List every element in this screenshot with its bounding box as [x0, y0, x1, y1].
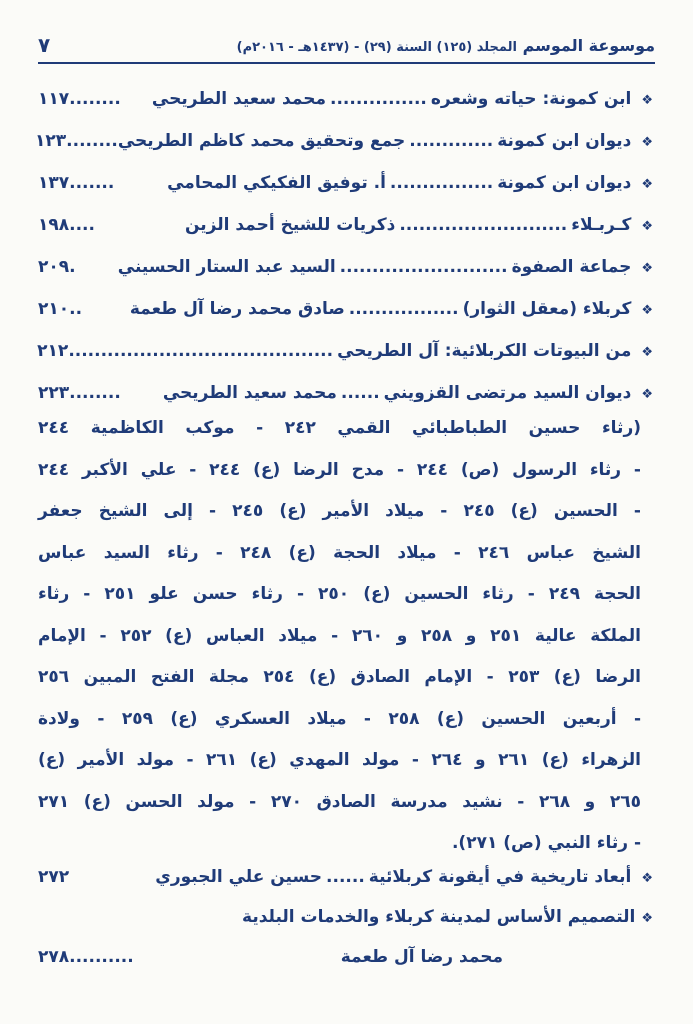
- toc-entry: ❖ ديوان ابن كمونة ............. جمع وتحقيق محمد كاظم الطريحي ........ ١٢٣: [38, 120, 653, 162]
- entry-author: محمد رضا آل طعمة: [340, 947, 503, 967]
- entry-title: التصميم الأساس لمدينة كربلاء والخدمات البلدية: [242, 907, 636, 927]
- page-number: ٧: [38, 33, 51, 57]
- entry-author: ذكريات للشيخ أحمد الزين: [184, 215, 396, 235]
- journal-title: [237, 36, 655, 55]
- bullet-icon: ❖: [641, 177, 653, 192]
- toc-entry: ❖ ابن كمونة: حياته وشعره ............... محمد سعيد الطريحي ........ ١١٧: [38, 78, 653, 120]
- entry-title: ابن كمونة: حياته وشعره: [430, 89, 632, 109]
- toc-entry: ❖ من البيوتات الكربلائية: آل الطريحي ......................................... ٢١٢: [38, 330, 653, 372]
- paragraph-line: (رثاء حسين الطباطبائي القمي ٢٤٢ - موكب الكاظمية ٢٤٤: [38, 418, 641, 438]
- entry-page: ١١٧: [38, 89, 70, 109]
- paragraph-line: - رثاء الرسول (ص) ٢٤٤ - مدح الرضا (ع) ٢٤٤ - علي الأكبر ٢٤٤: [38, 459, 641, 480]
- entry-page: ١٩٨: [38, 215, 70, 235]
- bullet-icon: ❖: [641, 135, 653, 150]
- entry-page: ٢١٠: [38, 299, 70, 319]
- entry-title: ديوان ابن كمونة: [497, 173, 632, 193]
- entry-title: أبعاد تاريخية في أيقونة كربلائية: [368, 867, 632, 887]
- bullet-icon: ❖: [641, 93, 653, 108]
- toc-entry: ❖ جماعة الصفوة .......................... السيد عبد الستار الحسيني . ٢٠٩: [38, 246, 653, 288]
- entry-page: ١٣٧: [38, 173, 70, 193]
- toc-entry-author-line: محمد رضا آل طعمة .......... ٢٧٨: [38, 937, 653, 977]
- entry-title: كـربـلاء: [571, 215, 632, 235]
- paragraph-line: الملكة عالية ٢٥١ و ٢٥٨ و ٢٦٠ - ميلاد العباس (ع) ٢٥٢ - الإمام: [38, 625, 641, 646]
- bullet-icon: ❖: [641, 303, 653, 318]
- bullet-icon: ❖: [641, 219, 653, 234]
- entry-title: كربلاء (معقل الثوار): [462, 299, 632, 319]
- entry-title: ديوان ابن كمونة: [497, 131, 632, 151]
- toc-entry: ❖ ديوان السيد مرتضى القزويني ...... محمد سعيد الطريحي ........ ٢٢٣: [38, 372, 653, 414]
- entry-author: محمد سعيد الطريحي: [162, 383, 337, 403]
- header-rule: [38, 62, 655, 64]
- toc-entry: ❖ كـربـلاء .......................... ذكريات للشيخ أحمد الزين .... ١٩٨: [38, 204, 653, 246]
- toc-entry-title-line: [38, 897, 653, 937]
- paragraph-line: - أربعين الحسين (ع) ٢٥٨ - ميلاد العسكري (ع) ٢٥٩ - ولادة: [38, 708, 642, 729]
- toc-tail: [38, 857, 653, 977]
- entry-author: السيد عبد الستار الحسيني: [117, 257, 336, 277]
- entry-author: أ. توفيق الفكيكي المحامي: [167, 173, 386, 193]
- toc-entry: ❖ ديوان ابن كمونة ................ أ. توفيق الفكيكي المحامي ....... ١٣٧: [38, 162, 653, 204]
- toc-entry: ❖ كربلاء (معقل الثوار) ................. صادق محمد رضا آل طعمة .. ٢١٠: [38, 288, 653, 330]
- entry-page: ٢٧٢: [38, 867, 70, 887]
- entry-author: حسين علي الجبوري: [155, 867, 323, 887]
- entry-author: جمع وتحقيق محمد كاظم الطريحي: [117, 131, 406, 151]
- entry-title: ديوان السيد مرتضى القزويني: [383, 383, 632, 403]
- entry-page: ٢٠٩: [38, 257, 70, 277]
- paragraph-line: - الحسين (ع) ٢٤٥ - ميلاد الأمير (ع) ٢٤٥ - إلى الشيخ جعفر: [38, 501, 641, 521]
- paragraph-line: الزهراء (ع) ٢٦١ و ٢٦٤ - مولد المهدي (ع) ٢٦١ - مولد الأمير (ع): [38, 750, 642, 770]
- entry-page: ٢١٢: [37, 341, 69, 361]
- bullet-icon: ❖: [641, 871, 653, 886]
- entry-page: ٢٧٨: [38, 947, 70, 967]
- paragraph-line: ٢٦٥ و ٢٦٨ - نشيد مدرسة الصادق ٢٧٠ - مولد الحسن (ع) ٢٧١: [38, 791, 641, 812]
- entry-title: من البيوتات الكربلائية: آل الطريحي: [337, 341, 632, 361]
- toc-entries: [35, 78, 653, 414]
- paragraph-line: الرضا (ع) ٢٥٣ - الإمام الصادق (ع) ٢٥٤ مجلة الفتح المبين ٢٥٦: [38, 667, 641, 687]
- bullet-icon: ❖: [641, 911, 653, 926]
- entry-title: جماعة الصفوة: [511, 257, 632, 277]
- entry-author: صادق محمد رضا آل طعمة: [129, 299, 345, 319]
- entry-author: محمد سعيد الطريحي: [151, 89, 326, 109]
- paragraph-line: الحجة ٢٤٩ - رثاء الحسين (ع) ٢٥٠ - رثاء حسن علو ٢٥١ - رثاء: [38, 584, 642, 604]
- journal-issue: المجلد (١٢٥) السنة (٢٩) - (١٤٣٧هـ - ٢٠١٦م): [236, 39, 517, 55]
- entry-page: ١٢٣: [35, 131, 67, 151]
- bullet-icon: ❖: [641, 345, 653, 360]
- journal-name: موسوعة الموسم: [522, 35, 655, 55]
- bullet-icon: ❖: [641, 261, 653, 276]
- running-header: [38, 30, 655, 60]
- paragraph-line: - رثاء النبي (ص) ٢٧١).: [451, 833, 641, 853]
- entry-page: ٢٢٣: [38, 383, 70, 403]
- paragraph-line: الشيخ عباس ٢٤٦ - ميلاد الحجة (ع) ٢٤٨ - رثاء السيد عباس: [38, 542, 641, 563]
- contents-paragraph: [38, 408, 641, 865]
- bullet-icon: ❖: [641, 387, 653, 402]
- toc-entry: ❖ أبعاد تاريخية في أيقونة كربلائية ...... حسين علي الجبوري ٢٧٢: [38, 857, 653, 897]
